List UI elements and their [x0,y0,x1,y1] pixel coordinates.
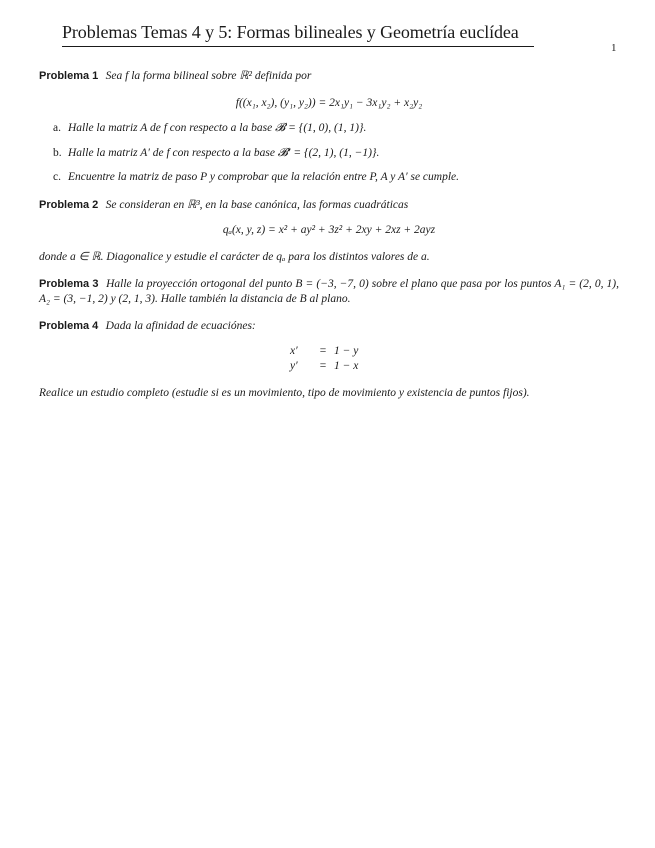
problem-3-label: Problema 3 [39,278,99,290]
equation-rhs: 1 − y [334,345,359,357]
problem-4-label: Problema 4 [39,320,99,332]
problem-1-item-c [53,171,613,183]
item-marker: b. [53,147,62,159]
problem-3-statement: Halle la proyección ortogonal del punto B = (−3, −7, 0) sobre el plano que pasa por los puntos A₁ = (2, 0, 1), A₂ = (3, −1, 2) y (2, 1, 3). Halle también la distancia de B al plano. [39,278,620,305]
item-marker: a. [53,122,61,134]
problem-4-followup-wrap [39,386,619,401]
problem-1 [39,69,619,84]
problem-2 [39,198,619,213]
problem-1-equation: f((x₁, x₂), (y₁, y₂)) = 2x₁y₁ − 3x₁y₂ + x₂y₂ [235,97,423,109]
document-title: Problemas Temas 4 y 5: Formas bilineales y Geometría euclídea [62,22,534,47]
problem-2-statement: Se consideran en ℝ³, en la base canónica, las formas cuadráticas [105,199,409,211]
equation-equals: = [319,345,327,357]
problem-2-followup: donde a ∈ ℝ. Diagonalice y estudie el carácter de qₐ para los distintos valores de a. [39,251,430,263]
problem-2-followup-wrap [39,250,619,265]
affinity-equation-2 [290,360,358,372]
item-text: Halle la matriz A de f con respecto a la base 𝓑 = {(1, 0), (1, 1)}. [68,122,367,134]
problem-1-label: Problema 1 [39,70,99,82]
equation-equals: = [319,360,327,372]
equation-lhs: y′ [290,360,298,372]
problem-2-equation: qₐ(x, y, z) = x² + ay² + 3z² + 2xy + 2xz + 2ayz [222,224,436,236]
problem-4-statement: Dada la afinidad de ecuaciónes: [105,320,256,332]
problem-1-statement: Sea f la forma bilineal sobre ℝ² definida por [105,70,312,82]
problem-3 [39,277,619,307]
affinity-equation-1 [290,345,358,357]
item-marker: c. [53,171,61,183]
equation-lhs: x′ [290,345,298,357]
problem-1-item-a [53,122,613,135]
item-text: Halle la matriz A′ de f con respecto a la base 𝓑′ = {(2, 1), (1, −1)}. [68,147,380,159]
page-number: 1 [611,42,617,54]
problem-4 [39,319,619,334]
problem-2-label: Problema 2 [39,199,99,211]
problem-1-item-b [53,147,613,160]
equation-rhs: 1 − x [334,360,359,372]
item-text: Encuentre la matriz de paso P y comprobar que la relación entre P, A y A′ se cumple. [68,171,460,183]
problem-4-followup: Realice un estudio completo (estudie si es un movimiento, tipo de movimiento y existencia de puntos fijos). [39,387,530,399]
